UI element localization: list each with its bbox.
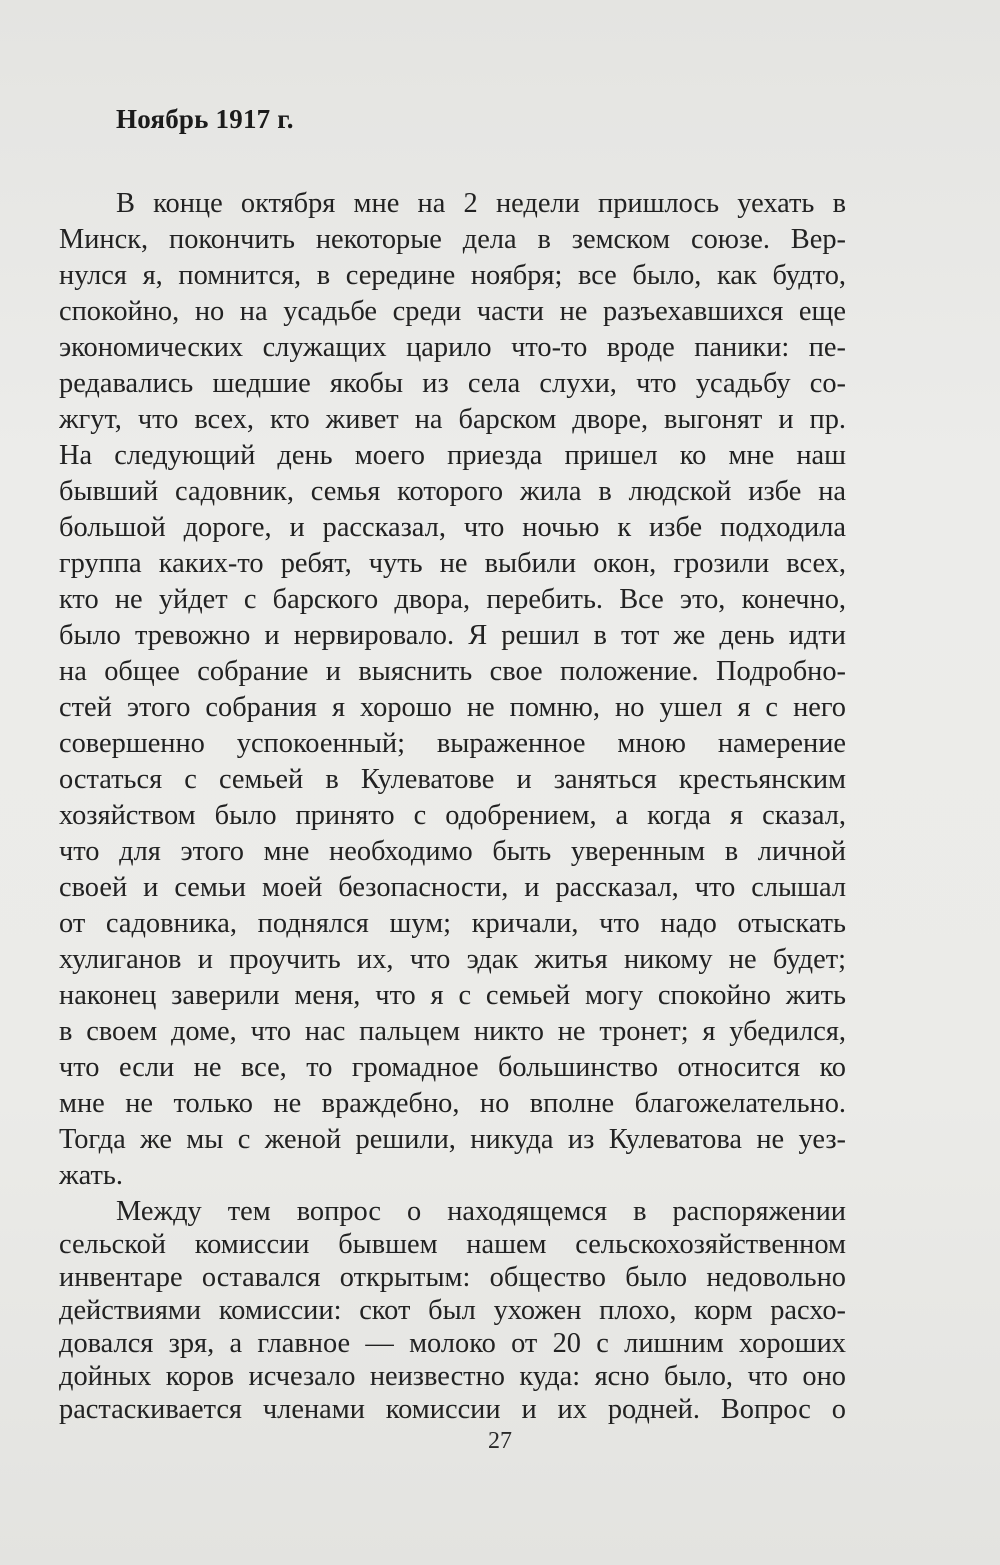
text-line: растаскивается членами комиссии и их родней. Вопрос о [59,1394,846,1425]
text-line: в своем доме, что нас пальцем никто не тронет; я убедился, [59,1016,846,1047]
text-line: Между тем вопрос о находящемся в распоряжении [116,1196,846,1227]
text-line: экономических служащих царило что-то вроде паники: пе- [59,332,846,363]
text-line: на общее собрание и выяснить свое положение. Подробно- [59,656,846,687]
text-line: нулся я, помнится, в середине ноября; все было, как будто, [59,260,846,291]
text-line: дойных коров исчезало неизвестно куда: ясно было, что оно [59,1361,846,1392]
text-line: что для этого мне необходимо быть уверенным в личной [59,836,846,867]
text-line: мне не только не враждебно, но вполне благожелательно. [59,1088,846,1119]
text-line: было тревожно и нервировало. Я решил в тот же день идти [59,620,846,651]
text-line: спокойно, но на усадьбе среди части не разъехавшихся еще [59,296,846,327]
page-number: 27 [488,1428,512,1454]
text-line: жать. [59,1160,123,1191]
text-line: инвентаре оставался открытым: общество было недовольно [59,1262,846,1293]
chapter-heading: Ноябрь 1917 г. [116,104,294,134]
text-line: действиями комиссии: скот был ухожен плохо, корм расхо- [59,1295,846,1326]
text-line: группа каких-то ребят, чуть не выбили окон, грозили всех, [59,548,846,579]
text-line: На следующий день моего приезда пришел ко мне наш [59,440,846,471]
text-line: наконец заверили меня, что я с семьей могу спокойно жить [59,980,846,1011]
text-line: Минск, покончить некоторые дела в земском союзе. Вер- [59,224,846,255]
text-line: остаться с семьей в Кулеватове и заняться крестьянским [59,764,846,795]
text-line: довался зря, а главное — молоко от 20 с лишним хороших [59,1328,846,1359]
text-line: хозяйством было принято с одобрением, а когда я сказал, [59,800,846,831]
text-line: кто не уйдет с барского двора, перебить. Все это, конечно, [59,584,846,615]
text-line: совершенно успокоенный; выраженное мною намерение [59,728,846,759]
text-line: что если не все, то громадное большинство относится ко [59,1052,846,1083]
text-line: хулиганов и проучить их, что эдак житья никому не будет; [59,944,846,975]
text-line: В конце октября мне на 2 недели пришлось уехать в [116,188,846,219]
text-line: редавались шедшие якобы из села слухи, что усадьбу со- [59,368,846,399]
text-line: жгут, что всех, кто живет на барском дворе, выгонят и пр. [59,404,846,435]
text-line: от садовника, поднялся шум; кричали, что надо отыскать [59,908,846,939]
text-line: своей и семьи моей безопасности, и рассказал, что слышал [59,872,846,903]
text-line: стей этого собрания я хорошо не помню, но ушел я с него [59,692,846,723]
text-line: бывший садовник, семья которого жила в людской избе на [59,476,846,507]
text-line: Тогда же мы с женой решили, никуда из Кулеватова не уез- [59,1124,846,1155]
text-line: сельской комиссии бывшем нашем сельскохозяйственном [59,1229,846,1260]
text-line: большой дороге, и рассказал, что ночью к избе подходила [59,512,846,543]
